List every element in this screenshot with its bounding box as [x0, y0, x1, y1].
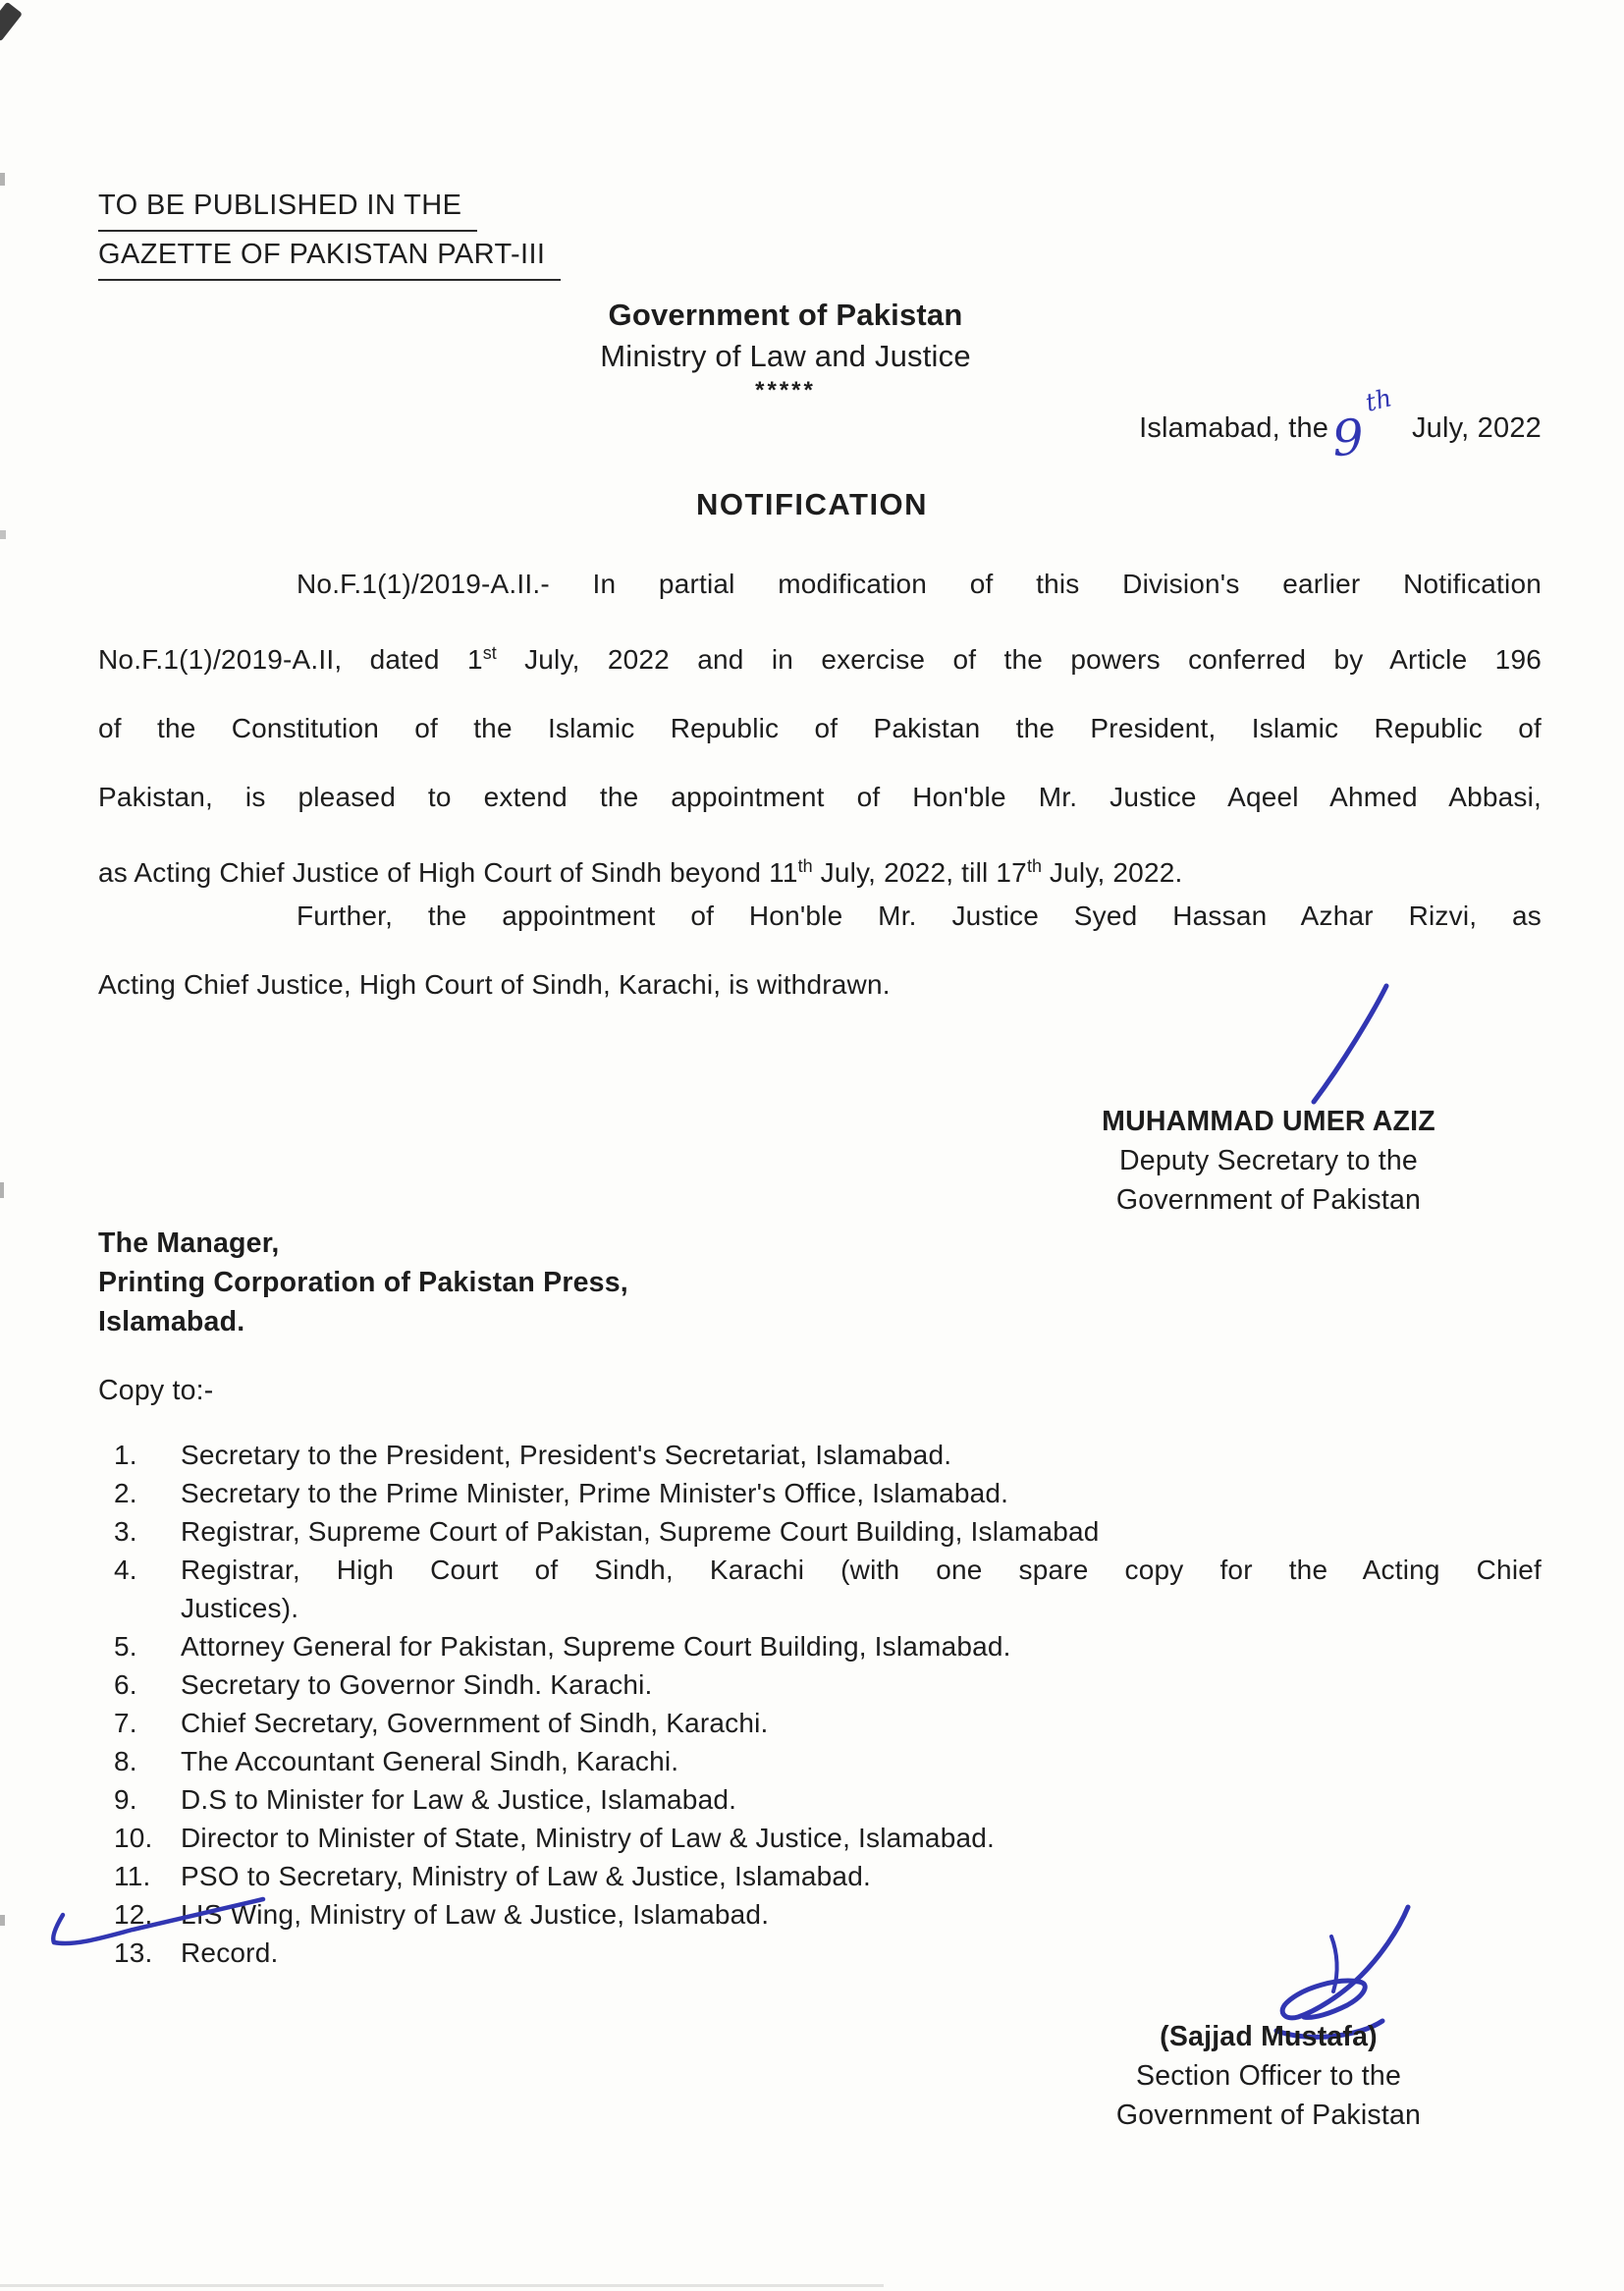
- pen-stroke: [1314, 986, 1386, 1102]
- copy-item-text: Director to Minister of State, Ministry of Law & Justice, Islamabad.: [181, 1823, 996, 1853]
- copy-item-text: Attorney General for Pakistan, Supreme Court Building, Islamabad.: [181, 1631, 1011, 1662]
- scan-artifact: [0, 2, 23, 42]
- paragraph-1-line-3: of the Constitution of the Islamic Republic of Pakistan the President, Islamic Republic of: [98, 713, 1542, 743]
- text-run: July, 2022.: [1041, 857, 1183, 888]
- letterhead: [0, 295, 1571, 405]
- copy-item-number: 4.: [114, 1555, 137, 1585]
- text-run: July, 2022 and in exercise of the powers conferred by Article 196: [496, 644, 1542, 675]
- addressee-block: [98, 1224, 628, 1341]
- copy-item-number: 13.: [114, 1937, 153, 1968]
- copy-item: [114, 1819, 1542, 1857]
- dateline: [1139, 383, 1542, 468]
- paragraph-1: [98, 550, 1542, 907]
- copy-item: [114, 1436, 1542, 1474]
- pen-stroke: [54, 1899, 263, 1943]
- copy-item-text: Record.: [181, 1937, 279, 1968]
- publication-note-line1: TO BE PUBLISHED IN THE: [98, 183, 477, 232]
- copy-item-text: The Accountant General Sindh, Karachi.: [181, 1746, 679, 1776]
- ordinal-superscript: th: [1026, 856, 1042, 876]
- copy-item-number: 12.: [114, 1899, 153, 1930]
- publication-note: [98, 183, 561, 281]
- copy-item: [114, 1780, 1542, 1819]
- pen-stroke: [1282, 1907, 1408, 2018]
- copy-item-number: 7.: [114, 1708, 137, 1738]
- dateline-rest: July, 2022: [1403, 412, 1542, 444]
- signature-stroke-deputy-secretary: [1276, 980, 1404, 1113]
- signatory-title-line2: Government of Pakistan: [1115, 1184, 1422, 1216]
- copy-item: [114, 1704, 1542, 1742]
- signatory-title-line1: Section Officer to the: [1135, 2060, 1401, 2092]
- copy-item-text: PSO to Secretary, Ministry of Law & Justice, Islamabad.: [181, 1861, 871, 1891]
- signatory-name: (Sajjad Mustafa): [1160, 2021, 1378, 2052]
- copy-item-text: [181, 1551, 1542, 1627]
- copy-item-number: 3.: [114, 1516, 137, 1547]
- copy-item-text: Chief Secretary, Government of Sindh, Karachi.: [181, 1708, 769, 1738]
- document-title: NOTIFICATION: [695, 487, 929, 521]
- scan-artifact: [0, 2284, 884, 2287]
- text-run: No.F.1(1)/2019-A.II, dated 1: [98, 644, 483, 675]
- signatory-deputy-secretary: [1043, 1102, 1494, 1220]
- copy-item-text: D.S to Minister for Law & Justice, Islamabad.: [181, 1784, 737, 1815]
- signatory-name: MUHAMMAD UMER AZIZ: [1102, 1106, 1435, 1137]
- copy-item-text: Secretary to the President, President's Secretariat, Islamabad.: [181, 1440, 952, 1470]
- ordinal-superscript: st: [482, 643, 497, 663]
- copy-item-text-line2: Justices).: [181, 1593, 299, 1623]
- copy-item-number: 10.: [114, 1823, 153, 1853]
- scan-artifact: [0, 1182, 4, 1198]
- publication-note-line2: GAZETTE OF PAKISTAN PART-III: [98, 232, 561, 281]
- copy-item: [114, 1665, 1542, 1704]
- government-title: Government of Pakistan: [608, 298, 963, 332]
- ordinal-superscript: th: [797, 856, 813, 876]
- paragraph-1-line-4: Pakistan, is pleased to extend the appointment of Hon'ble Mr. Justice Aqeel Ahmed Abbasi,: [98, 782, 1542, 812]
- copy-to-label: Copy to:-: [98, 1375, 214, 1406]
- copy-item-number: 9.: [114, 1784, 137, 1815]
- copy-item: [114, 1742, 1542, 1780]
- copy-item-number: 6.: [114, 1669, 137, 1700]
- dateline-prefix: Islamabad, the: [1139, 412, 1329, 444]
- text-run: as Acting Chief Justice of High Court of Sindh beyond 11: [98, 857, 798, 888]
- signatory-title-line1: Deputy Secretary to the: [1118, 1145, 1418, 1176]
- copy-item-number: 5.: [114, 1631, 137, 1662]
- paragraph-2-line-1: Further, the appointment of Hon'ble Mr. Justice Syed Hassan Azhar Rizvi, as: [297, 900, 1542, 931]
- copy-item: [114, 1857, 1542, 1895]
- signatory-title-line2: Government of Pakistan: [1115, 2100, 1422, 2131]
- addressee-line2: Printing Corporation of Pakistan Press,: [98, 1267, 628, 1298]
- copy-item-text-line1: Registrar, High Court of Sindh, Karachi (with one spare copy for the Acting Chief: [181, 1555, 1542, 1585]
- addressee-line1: The Manager,: [98, 1227, 280, 1259]
- copy-item-text: LIS Wing, Ministry of Law & Justice, Islamabad.: [181, 1899, 770, 1930]
- copy-item-text: Registrar, Supreme Court of Pakistan, Supreme Court Building, Islamabad: [181, 1516, 1100, 1547]
- ministry-title: Ministry of Law and Justice: [600, 339, 971, 373]
- paragraph-1-line-2: [98, 619, 1542, 694]
- paragraph-1-line-1: No.F.1(1)/2019-A.II.- In partial modification of this Division's earlier Notification: [297, 569, 1542, 599]
- copy-item-number: 11.: [114, 1861, 151, 1891]
- copy-item: [114, 1474, 1542, 1512]
- signatory-section-officer: [1043, 2017, 1494, 2135]
- handwritten-day-suffix: th: [1362, 383, 1395, 417]
- copy-item-text: Secretary to Governor Sindh. Karachi.: [181, 1669, 653, 1700]
- copy-item-number: 1.: [114, 1440, 137, 1470]
- scan-artifact: [0, 173, 5, 186]
- copy-item-number: 8.: [114, 1746, 137, 1776]
- addressee-line3: Islamabad.: [98, 1306, 245, 1337]
- scan-artifact: [0, 530, 6, 539]
- tick-mark: [39, 1885, 275, 1956]
- pen-stroke: [53, 1915, 63, 1942]
- text-run: July, 2022, till 17: [812, 857, 1027, 888]
- copy-item-number: 2.: [114, 1478, 137, 1508]
- copy-item-text: Secretary to the Prime Minister, Prime Minister's Office, Islamabad.: [181, 1478, 1009, 1508]
- copy-list: [114, 1436, 1542, 1972]
- separator-stars: *****: [755, 377, 816, 404]
- handwritten-day: 9: [1330, 408, 1367, 468]
- copy-item: [114, 1551, 1542, 1627]
- copy-item: [114, 1512, 1542, 1551]
- copy-item: [114, 1627, 1542, 1665]
- paragraph-2-line-2: Acting Chief Justice, High Court of Sindh, Karachi, is withdrawn.: [98, 969, 891, 1000]
- scan-artifact: [0, 1915, 5, 1926]
